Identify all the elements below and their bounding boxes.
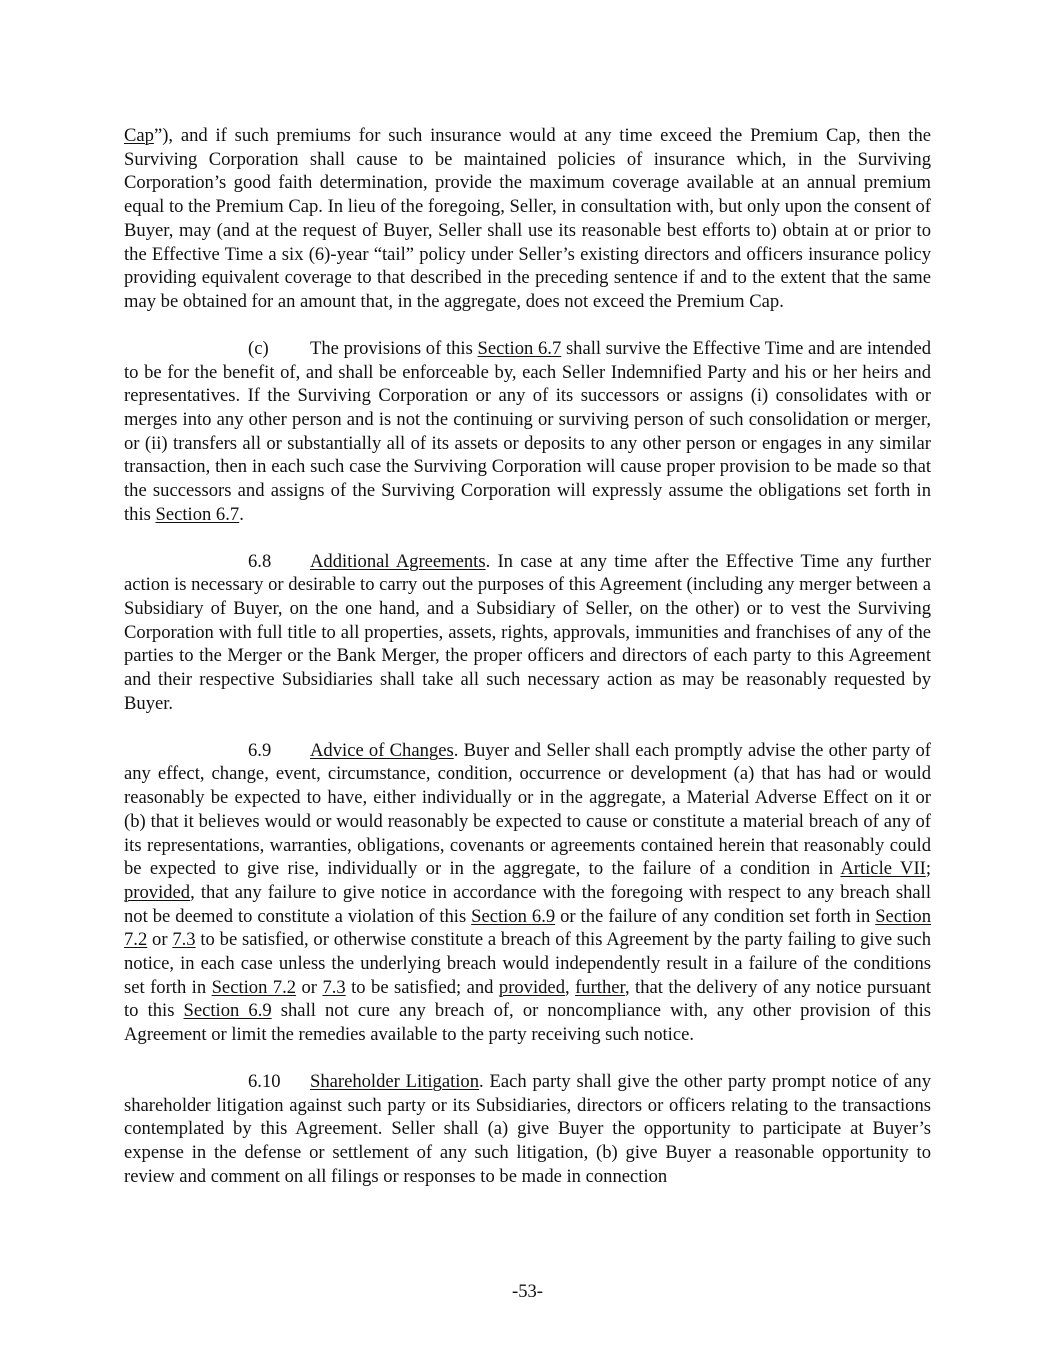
defined-term: provided xyxy=(498,976,565,998)
paragraph-text: to be satisfied, or otherwise constitute a breach of this Agreement by the party failing to give such notice, in each case unless the underlying breach would independently result in a failure of the conditions set forth in xyxy=(124,929,931,998)
section-heading: Shareholder Litigation xyxy=(310,1071,480,1093)
section-number: 6.8 xyxy=(248,550,272,572)
paragraph-text: or xyxy=(296,976,323,998)
paragraph-text: . Each party shall give the other party prompt notice of any shareholder litigation against such party or its Subsidiaries, directors or officers relating to the transactions contemplated by this Agreement. Seller shall (a) give Buyer the opportunity to participate at Buyer’s expense in the defense or settlement of any such litigation, (b) give Buyer a reasonable opportunity to review and comment on all filings or responses to be made in connection xyxy=(124,1071,931,1187)
section-reference: 7.3 xyxy=(172,929,196,951)
page-number: -53- xyxy=(512,1281,543,1302)
paragraph-text: , that any failure to give notice in accordance with the foregoing with respect to any breach shall not be deemed to constitute a violation of this xyxy=(124,881,931,927)
document-page xyxy=(124,124,931,1212)
paragraph-text: . Buyer and Seller shall each promptly advise the other party of any effect, change, event, circumstance, condition, occurrence or development (a) that has had or would reasonably be expected to have, either individually or in the aggregate, a Material Adverse Effect on it or (b) that it believes would or would reasonably be expected to cause or constitute a material breach of any of its representations, warranties, obligations, covenants or agreements contained herein that reasonably could be expected to give rise, individually or in the aggregate, to the failure of a condition in xyxy=(124,739,931,880)
section-reference: Section 7.2 xyxy=(211,976,297,998)
paragraph-premium-cap xyxy=(124,124,931,314)
section-number: 6.10 xyxy=(248,1071,281,1093)
paragraph-text: or the failure of any condition set forth in xyxy=(555,905,876,927)
section-reference: Section 6.9 xyxy=(471,905,556,927)
paragraph-text: shall not cure any breach of, or noncompliance with, any other provision of this Agreement or limit the remedies available to the party receiving such notice. xyxy=(124,1000,931,1046)
section-reference: Section 6.9 xyxy=(183,1000,272,1022)
clause-number: (c) xyxy=(248,337,269,359)
defined-term: provided xyxy=(124,881,191,903)
paragraph-text: to be satisfied; and xyxy=(345,976,499,998)
section-heading: Additional Agreements xyxy=(310,550,486,572)
paragraph-6-8 xyxy=(124,550,931,716)
section-reference: 7.3 xyxy=(322,976,346,998)
paragraph-text: ”), and if such premiums for such insurance would at any time exceed the Premium Cap, then the Surviving Corporation shall cause to be maintained policies of insurance which, in the Surviving Corporation’s good faith determination, provide the maximum coverage available at an annual premium equal to the Premium Cap. In lieu of the foregoing, Seller, in consultation with, but only upon the consent of Buyer, may (and at the request of Buyer, Seller shall use its reasonable best efforts to) obtain at or prior to the Effective Time a six (6)-year “tail” policy under Seller’s existing directors and officers insurance policy providing equivalent coverage to that described in the preceding sentence if and to the extent that the same may be obtained for an amount that, in the aggregate, does not exceed the Premium Cap. xyxy=(124,125,931,312)
section-reference: Section 6.7 xyxy=(477,337,562,359)
paragraph-text: shall survive the Effective Time and are intended to be for the benefit of, and shall be enforceable by, each Seller Indemnified Party and his or her heirs and representatives. If the Surviving Corporation or any of its successors or assigns (i) consolidates with or merges into any other person and is not the continuing or surviving person of such consolidation or merger, or (ii) transfers all or substantially all of its assets or deposits to any other person or engages in any similar transaction, then in each such case the Surviving Corporation will cause proper provision to be made so that the successors and assigns of the Surviving Corporation will expressly assume the obligations set forth in this xyxy=(124,337,931,525)
paragraph-text: . In case at any time after the Effective Time any further action is necessary or desirable to carry out the purposes of this Agreement (including any merger between a Subsidiary of Buyer, on the one hand, and a Subsidiary of Seller, on the other) or to vest the Surviving Corporation with full title to all properties, assets, rights, approvals, immunities and franchises of any of the parties to the Merger or the Bank Merger, the proper officers and directors of each party to this Agreement and their respective Subsidiaries shall take all such necessary action as may be reasonably requested by Buyer. xyxy=(124,550,931,714)
defined-term: Cap xyxy=(124,125,154,146)
paragraph-text: The provisions of this xyxy=(310,337,478,359)
paragraph-text: , that the delivery of any notice pursuant to this xyxy=(124,976,931,1022)
section-reference: Section 6.7 xyxy=(155,503,240,525)
section-reference: Article VII xyxy=(840,858,926,880)
section-reference: Section 7.2 xyxy=(124,905,931,951)
defined-term: further xyxy=(575,976,625,998)
paragraph-text: ; xyxy=(925,858,931,880)
paragraph-6-7-c xyxy=(124,337,931,527)
section-heading: Advice of Changes xyxy=(310,739,454,761)
paragraph-6-10 xyxy=(124,1070,931,1189)
paragraph-text: , xyxy=(565,976,576,998)
section-number: 6.9 xyxy=(248,739,272,761)
paragraph-text: or xyxy=(147,929,173,951)
paragraph-text: . xyxy=(239,503,244,525)
paragraph-6-9 xyxy=(124,739,931,1047)
